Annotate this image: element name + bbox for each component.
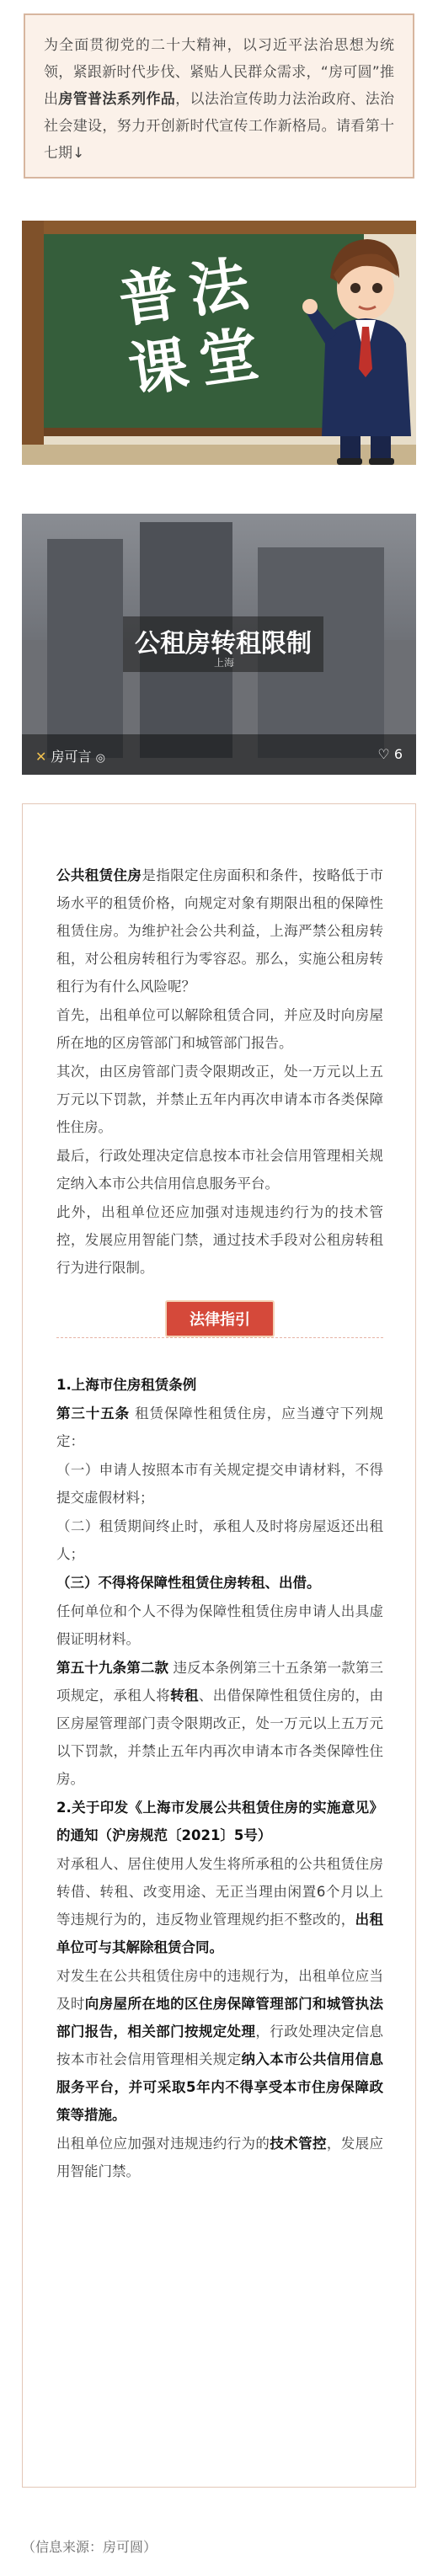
paragraph-first: 首先，出租单位可以解除租赁合同，并应及时向房屋所在地的区房管部门和城管部门报告。: [56, 1007, 383, 1051]
article-35-tail: 任何单位和个人不得为保障性租赁住房申请人出具虚假证明材料。: [56, 1603, 383, 1647]
video-brand-label: 房可言: [51, 749, 92, 765]
heart-icon: ♡: [377, 746, 390, 762]
video-card[interactable]: [22, 514, 416, 775]
intro-text: [44, 32, 394, 167]
article-35-item3: [56, 1569, 383, 1597]
article-box: [22, 803, 416, 2488]
banner-title: [88, 243, 300, 410]
heading-notice: [56, 1794, 383, 1849]
definition-term: 公共租赁住房: [56, 867, 142, 883]
legal-guide-divider: [56, 1300, 383, 1337]
video-footer: [22, 734, 416, 775]
law-class-banner: [22, 221, 416, 465]
notice-para-3: [56, 2130, 383, 2185]
heading-notice-text: 2.关于印发《上海市发展公共租赁住房的实施意见》的通知（沪房规范〔2021〕5号）: [56, 1800, 383, 1843]
definition-text: 是指限定住房面积和条件，按略低于市场水平的租赁价格，向规定对象有期限出租的保障性租赁住房。为维护社会公共利益，上海严禁公租房转租，对公租房转租行为零容忍。那么，实施公租房转租行为有什么风险呢？: [56, 867, 384, 995]
verified-icon: ◎: [95, 752, 105, 765]
banner-title-top: 普法: [115, 247, 265, 336]
paragraph-last: 最后，行政处理决定信息按本市社会信用管理相关规定纳入本市公共信用信息服务平台。: [56, 1148, 383, 1192]
notice-para-1-text: 对承租人、居住使用人发生将所承租的公共租赁住房转借、转租、改变用途、无正当理由闲置6个月以上等违规行为的，违反物业管理规约拒不整改的，: [56, 1856, 383, 1928]
legal-guide-tag: 法律指引: [165, 1300, 275, 1337]
intro-text-part3: ，以法治宣传助力法治政府、法治社会建设，努力开创新时代宣传工作新格局。请看第十七期↓: [44, 91, 395, 162]
paragraph-additional: 此外，出租单位还应加强对违规违约行为的技术管控，发展应用智能门禁，通过技术手段对公租房转租行为进行限制。: [56, 1204, 383, 1276]
info-source: （信息来源：房可圆）: [22, 2539, 158, 2555]
building-left: [47, 539, 123, 758]
notice-para-3-a: 出租单位应加强对违规违约行为的: [56, 2136, 270, 2152]
intro-text-part1: 为全面贯彻党的二十大精神，以习近平法治思想为统领，紧跟新时代步伐、紧贴人民群众需求，“房可圆”推出: [44, 37, 394, 108]
notice-para-2-b: 向房屋所在地的区住房保障管理部门和城管执法部门报告，相关部门按规定处理: [56, 1996, 384, 2040]
intro-text-bold: 房管普法系列作品: [58, 91, 176, 108]
banner-wood-left: [22, 221, 44, 465]
article-59-text-a: 违反本条例第三十五条第一款第三项规定，承租人将: [56, 1660, 384, 1704]
heading-regulation-text: 1.上海市住房租赁条例: [56, 1377, 197, 1393]
video-watermark: 上海: [214, 657, 235, 669]
notice-para-2-c: ，行政处理决定信息按本市社会信用管理相关规定: [56, 2024, 384, 2067]
paragraph-second: 其次，由区房管部门责令限期改正，处一万元以上五万元以下罚款，并禁止五年内再次申请本市各类保障性住房。: [56, 1064, 383, 1135]
channel-logo-icon: ✕: [35, 749, 47, 765]
article-59-bold-sublet: 转租: [170, 1688, 199, 1704]
like-button[interactable]: [377, 746, 403, 762]
banner-title-bottom: 课堂: [124, 317, 275, 406]
notice-para-2-a: 对发生在公共租赁住房中的违规行为，出租单位应当及时: [56, 1968, 383, 2012]
article-35-label: 第三十五条: [56, 1405, 130, 1421]
article-59-text-b: 、出借保障性租赁住房的，由区房屋管理部门责令限期改正，处一万元以上五万元以下罚款，并禁止五年内再次申请本市各类保障性住房。: [56, 1688, 384, 1787]
article-35-item1: （一）申请人按照本市有关规定提交申请材料，不得提交虚假材料；: [56, 1462, 383, 1506]
paragraph-definition: [56, 861, 383, 1000]
intro-box: [24, 13, 414, 179]
article-59: [56, 1654, 383, 1793]
video-brand[interactable]: [35, 746, 105, 765]
article-35-item3-text: （三）不得将保障性租赁住房转租、出借。: [56, 1575, 321, 1591]
heading-regulation: [56, 1371, 383, 1399]
article-35: [56, 1400, 383, 1455]
article-content: [56, 861, 383, 2186]
lawyer-character-illustration: [300, 226, 416, 465]
notice-para-2: [56, 1962, 383, 2129]
divider-line: [56, 1337, 383, 1338]
article-35-item2: （二）租赁期间终止时，承租人及时将房屋返还出租人；: [56, 1518, 383, 1562]
notice-para-3-b: 技术管控: [270, 2136, 327, 2152]
like-count: 6: [393, 746, 403, 762]
notice-para-2-d: 纳入本市公共信用信息服务平台，并可采取5年内不得享受本市住房保障政策等措施。: [56, 2051, 384, 2123]
article-35-text: 租赁保障性租赁住房，应当遵守下列规定：: [56, 1405, 384, 1449]
notice-para-1-bold: 出租单位可与其解除租赁合同。: [56, 1912, 384, 1955]
video-title-text: 公租房转租限制: [135, 629, 312, 659]
notice-para-3-c: ，发展应用智能门禁。: [56, 2136, 384, 2179]
notice-para-1: [56, 1850, 383, 1961]
article-59-label: 第五十九条第二款: [56, 1660, 169, 1676]
